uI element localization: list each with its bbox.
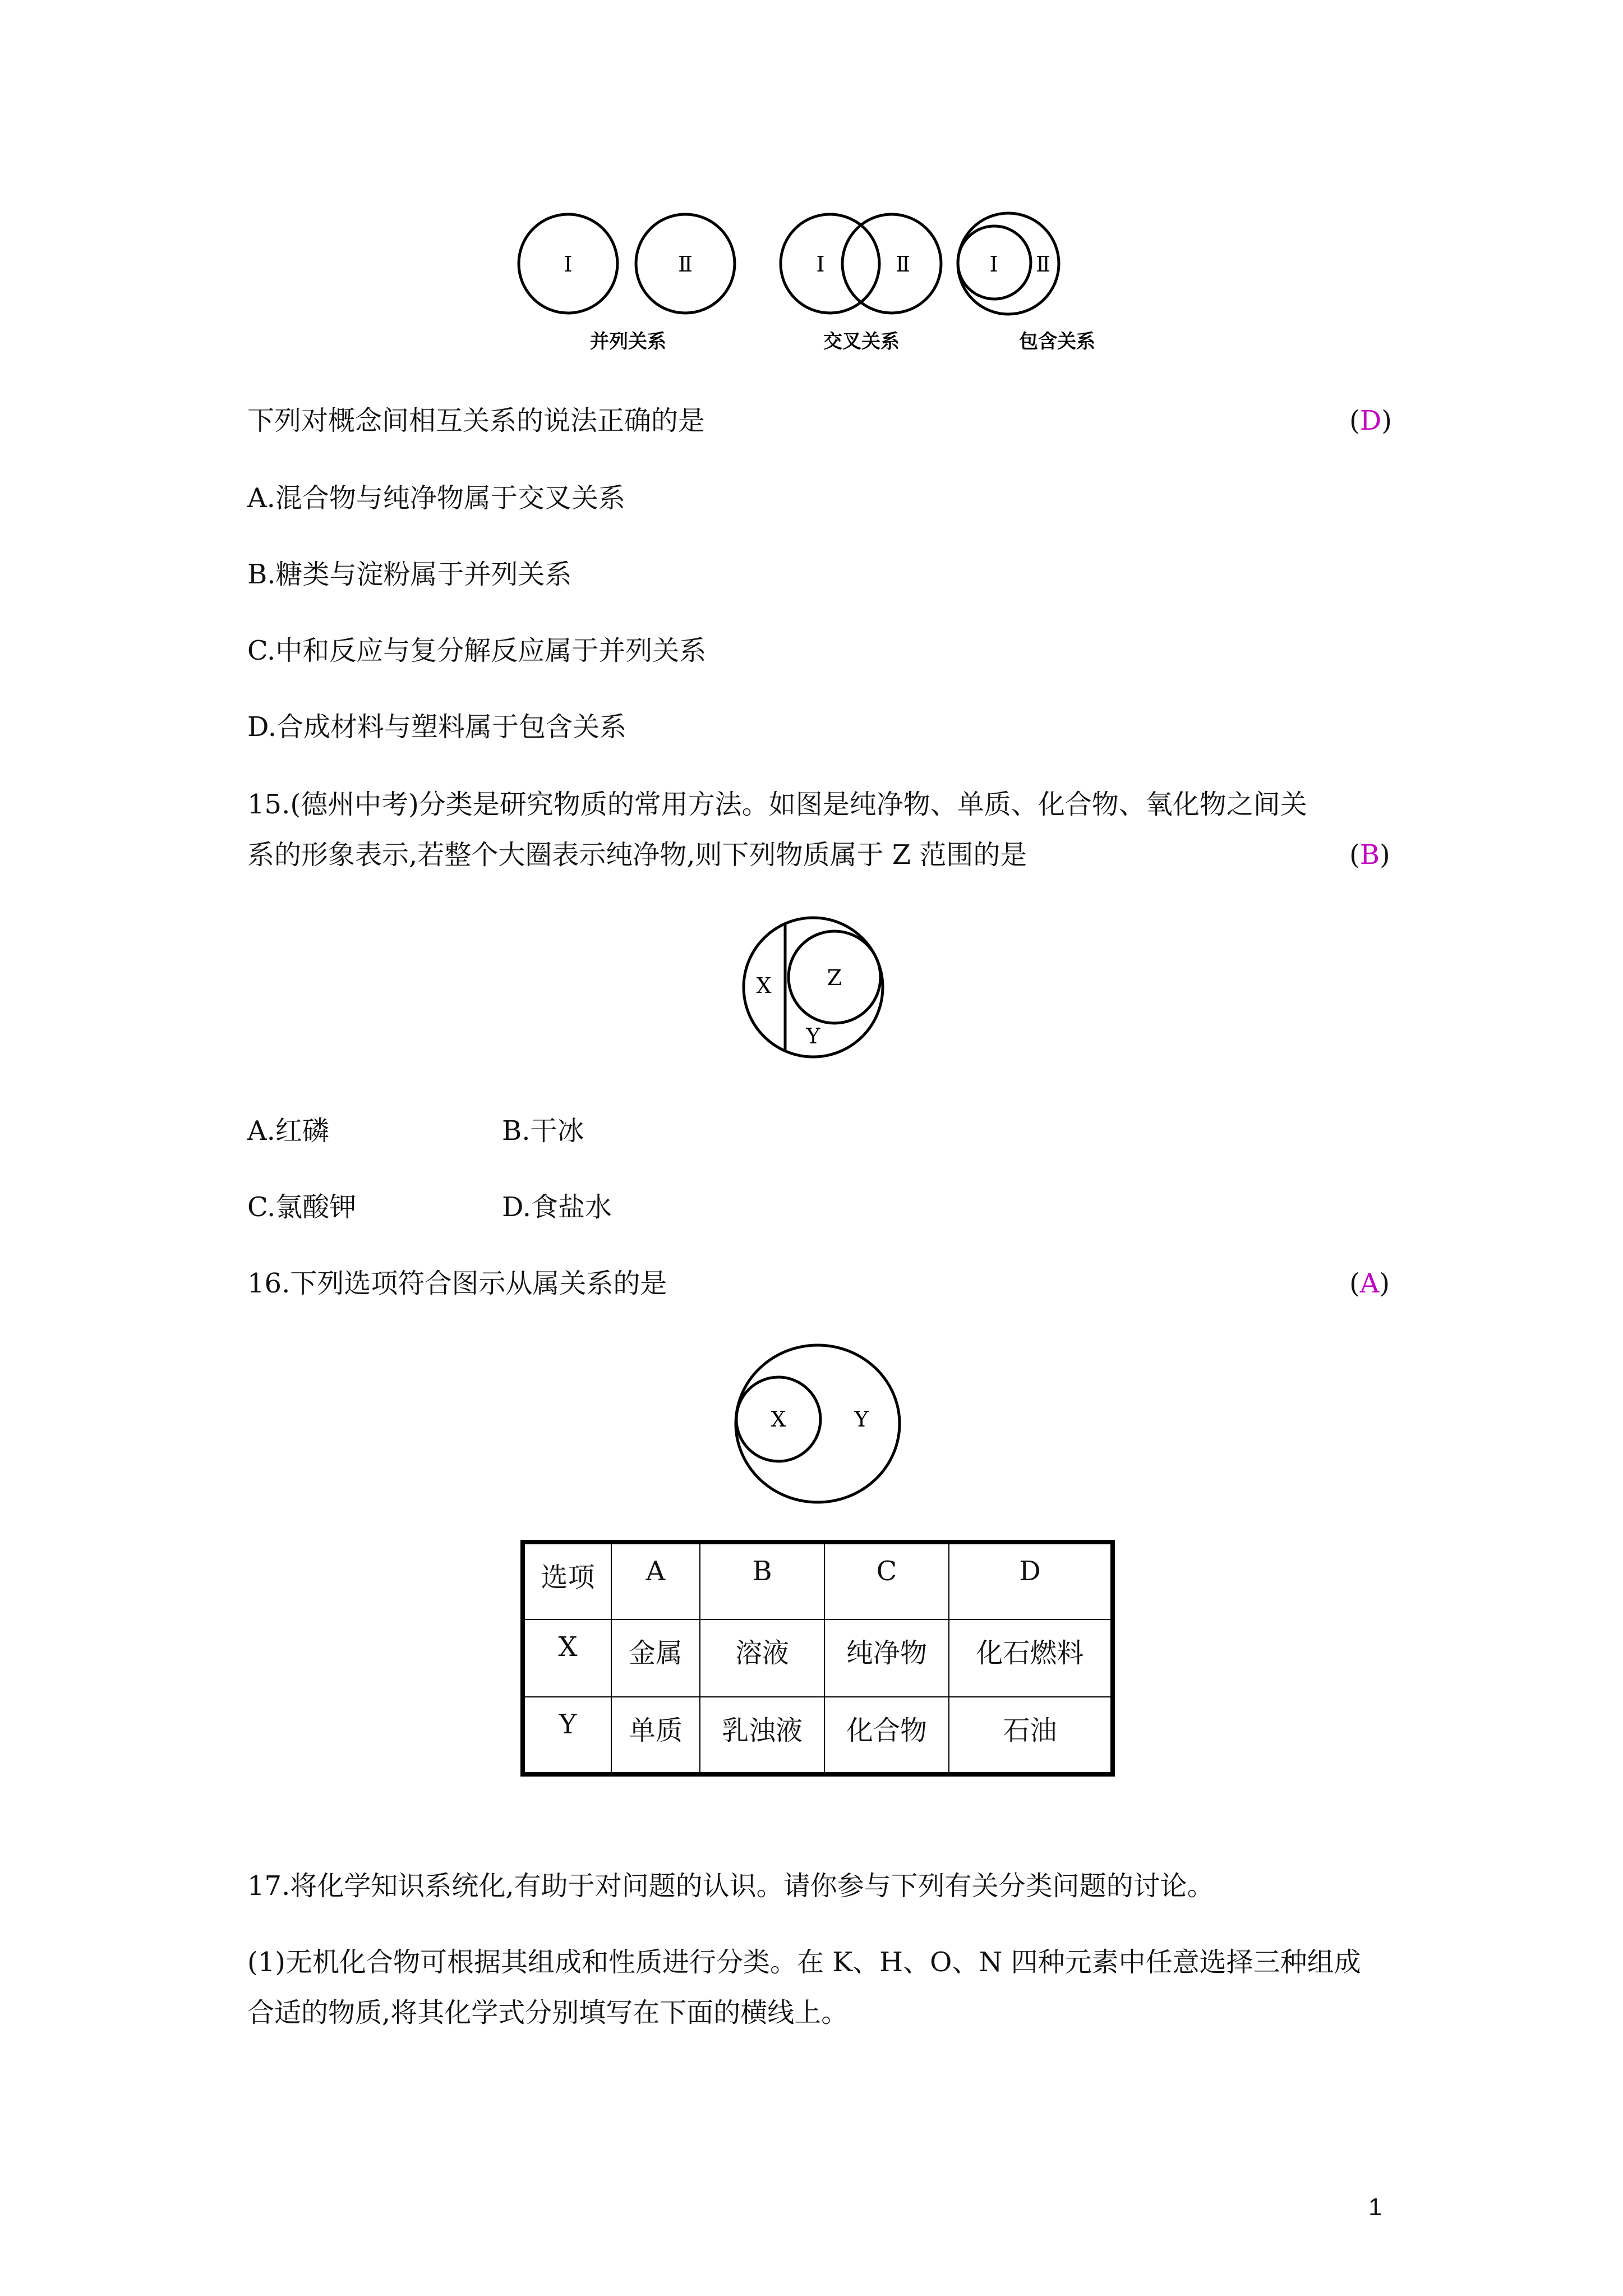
table-cell: 化合物 (824, 1697, 949, 1774)
table-cell: 单质 (611, 1697, 700, 1774)
roman-1-contain: Ⅰ (989, 252, 998, 277)
label-y: Y (854, 1407, 869, 1432)
q15-option-d: D.食盐水 (502, 1191, 612, 1223)
q14-answer-letter: D (1359, 405, 1382, 436)
table-row (523, 1542, 1113, 1619)
table-cell: 溶液 (700, 1619, 824, 1697)
roman-1-intersect: Ⅰ (816, 252, 825, 277)
page-number: 1 (1368, 2193, 1382, 2221)
table-cell: B (700, 1542, 824, 1619)
q14-option-c: C.中和反应与复分解反应属于并列关系 (247, 635, 707, 666)
roman-2-parallel: Ⅱ (678, 252, 693, 277)
q16-stem: 16.下列选项符合图示从属关系的是 (247, 1268, 667, 1299)
subset-diagram (729, 1341, 909, 1509)
q15-option-b: B.干冰 (502, 1115, 584, 1147)
q15-option-a: A.红磷 (247, 1115, 329, 1147)
table-cell: A (611, 1542, 700, 1619)
q15-answer-letter: B (1359, 839, 1380, 871)
table-row (523, 1619, 1113, 1697)
roman-2-intersect: Ⅱ (896, 252, 910, 277)
intersect-circle-2 (842, 214, 941, 313)
table-cell: 纯净物 (824, 1619, 949, 1697)
table-cell: C (824, 1542, 949, 1619)
q15-answer: (B) (1349, 839, 1390, 871)
q17-sub1-line2: 合适的物质,将其化学式分别填写在下面的横线上。 (247, 1997, 849, 2028)
roman-1-parallel: Ⅰ (564, 252, 573, 277)
q17-stem: 17.将化学知识系统化,有助于对问题的认识。请你参与下列有关分类问题的讨论。 (247, 1870, 1214, 1902)
q14-option-d: D.合成材料与塑料属于包含关系 (247, 711, 627, 743)
table-row (523, 1697, 1113, 1774)
q14-option-a: A.混合物与纯净物属于交叉关系 (247, 482, 625, 514)
roman-2-contain: Ⅱ (1036, 252, 1050, 277)
q17-sub1-line1: (1)无机化合物可根据其组成和性质进行分类。在 K、H、O、N 四种元素中任意选择三种组成 (247, 1947, 1361, 1978)
q16-answer-letter: A (1359, 1268, 1380, 1299)
q14-answer: (D) (1349, 405, 1392, 436)
label-intersect: 交叉关系 (823, 330, 900, 353)
label-z: Z (827, 965, 842, 990)
table-cell: 石油 (949, 1697, 1113, 1774)
q14-stem: 下列对概念间相互关系的说法正确的是 (247, 405, 706, 436)
intersect-circle-1 (781, 214, 879, 313)
table-cell: 乳浊液 (700, 1697, 824, 1774)
label-x: X (771, 1407, 786, 1432)
q16-options-table (520, 1540, 1115, 1777)
table-cell: X (523, 1619, 611, 1697)
concept-relations-diagram (505, 202, 1122, 359)
table-cell: Y (523, 1697, 611, 1774)
label-contain: 包含关系 (1019, 330, 1095, 353)
q14-option-b: B.糖类与淀粉属于并列关系 (247, 559, 572, 590)
label-x: X (756, 973, 772, 998)
table-cell: 选项 (523, 1542, 611, 1619)
pure-substance-diagram (740, 914, 886, 1060)
y-circle (736, 1345, 900, 1502)
q15-stem-line1: 15.(德州中考)分类是研究物质的常用方法。如图是纯净物、单质、化合物、氧化物之间关 (247, 789, 1307, 820)
q15-stem-line2: 系的形象表示,若整个大圈表示纯净物,则下列物质属于 Z 范围的是 (247, 839, 1027, 871)
table-cell: D (949, 1542, 1113, 1619)
label-parallel: 并列关系 (590, 330, 666, 353)
q15-option-c: C.氯酸钾 (247, 1191, 357, 1223)
table-cell: 金属 (611, 1619, 700, 1697)
label-y: Y (806, 1024, 820, 1048)
table-cell: 化石燃料 (949, 1619, 1113, 1697)
q16-answer: (A) (1349, 1268, 1390, 1299)
